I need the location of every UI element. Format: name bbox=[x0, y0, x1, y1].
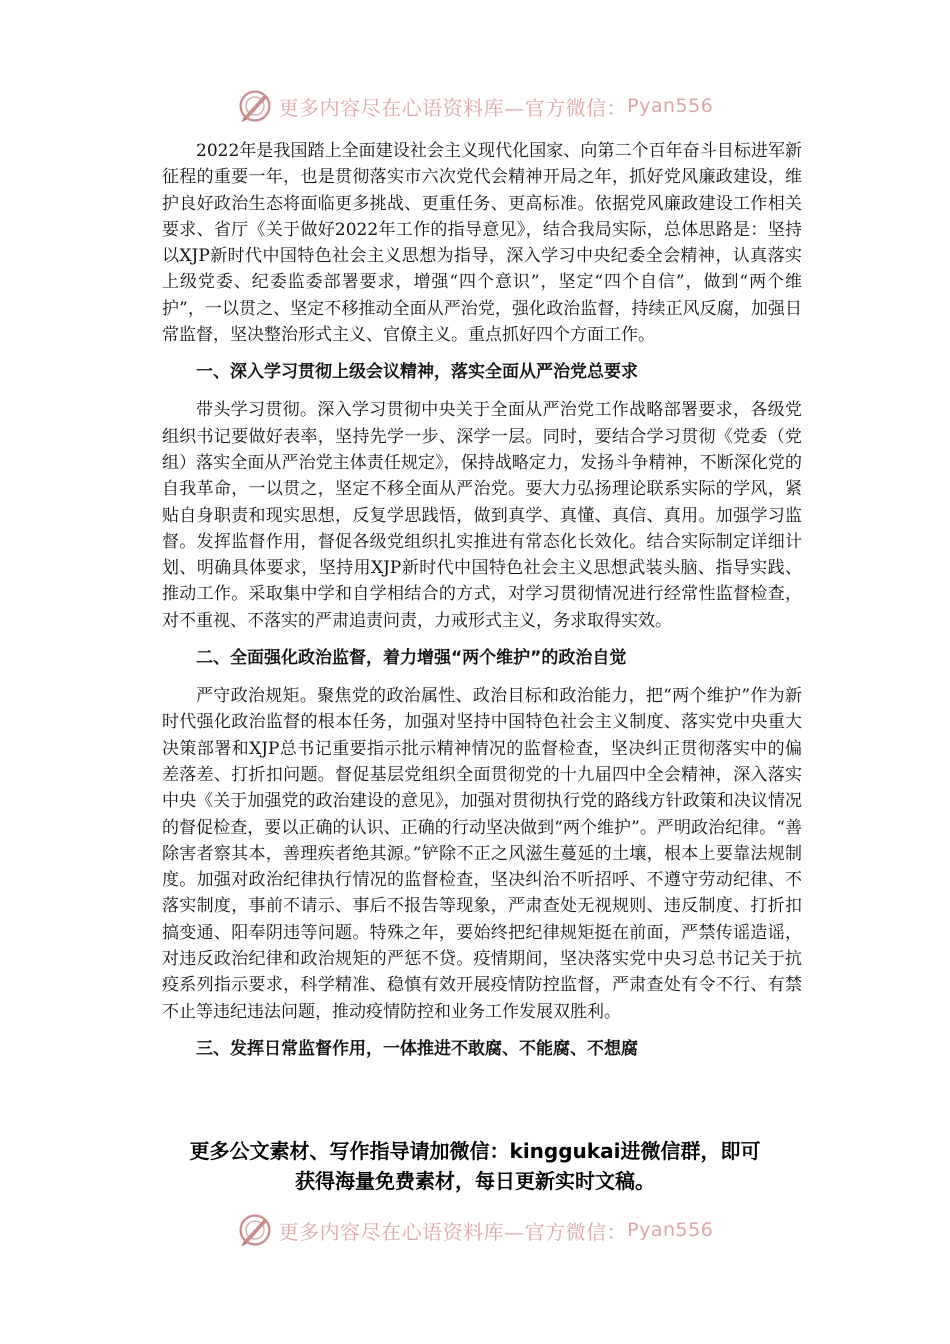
promo-line-1: 更多公文素材、写作指导请加微信：kinggukai进微信群，即可 bbox=[189, 1139, 761, 1163]
section-1-body: 带头学习贯彻。深入学习贯彻中央关于全面从严治党工作战略部署要求，各级党组织书记要做好表率，坚持先学一步、深学一层。同时，要结合学习贯彻《党委（党组）落实全面从严治党主体责任规定》，保持战略定力，发扬斗争精神，不断深化党的自我革命，一以贯之，坚定不移全面从严治党。要大力弘扬理论联系实际的学风，紧贴自身职责和现实思想，反复学思践悟，做到真学、真懂、真信、真用。加强学习监督。发挥监督作用，督促各级党组织扎实推进有常态化长效化。结合实际制定详细计划、明确具体要求，坚持用XJP新时代中国特色社会主义思想武装头脑、指导实践、推动工作。采取集中学和自学相结合的方式，对学习贯彻情况进行经常性监督检查，对不重视、不落实的严肃追责问责，力戒形式主义，务求取得实效。 bbox=[162, 400, 802, 631]
watermark-text: 更多内容尽在心语资料库—官方微信： bbox=[278, 95, 628, 120]
section-3-heading: 三、发挥日常监督作用，一体推进不敢腐、不能腐、不想腐 bbox=[196, 1038, 638, 1059]
watermark-text: 更多内容尽在心语资料库—官方微信： bbox=[278, 1219, 628, 1244]
header-watermark bbox=[0, 86, 950, 126]
watermark-handle: Pyan556 bbox=[627, 95, 714, 117]
section-1-heading: 一、深入学习贯彻上级会议精神，落实全面从严治党总要求 bbox=[196, 362, 638, 383]
section-2-heading: 二、全面强化政治监督，着力增强“两个维护”的政治自觉 bbox=[196, 648, 627, 669]
watermark-handle: Pyan556 bbox=[627, 1219, 714, 1241]
promo-notice bbox=[140, 1136, 810, 1196]
footer-watermark bbox=[0, 1210, 950, 1250]
document-body bbox=[162, 138, 802, 1074]
pen-logo-icon bbox=[237, 1212, 273, 1248]
section-2-body: 严守政治规矩。聚焦党的政治属性、政治目标和政治能力，把“两个维护”作为新时代强化政治监督的根本任务，加强对坚持中国特色社会主义制度、落实党中央重大决策部署和XJP总书记重要指示批示精神情况的监督检查，坚决纠正贯彻落实中的偏差落差、打折扣问题。督促基层党组织全面贯彻党的十九届四中全会精神，深入落实中央《关于加强党的政治建设的意见》，加强对贯彻执行党的路线方针政策和决议情况的督促检查，要以正确的认识、正确的行动坚决做到“两个维护”。严明政治纪律。“善除害者察其本，善理疾者绝其源。”铲除不正之风滋生蔓延的土壤，根本上要靠法规制度。加强对政治纪律执行情况的监督检查，坚决纠治不听招呼、不遵守劳动纪律、不落实制度，事前不请示、事后不报告等现象，严肃查处无视规则、违反制度、打折扣搞变通、阳奉阴违等问题。特殊之年，要始终把纪律规矩挺在前面，严禁传谣造谣，对违反政治纪律和政治规矩的严惩不贷。疫情期间，坚决落实党中央习总书记关于抗疫系列指示要求，科学精准、稳慎有效开展疫情防控监督，严肃查处有令不行、有禁不止等违纪违法问题，推动疫情防控和业务工作发展双胜利。 bbox=[162, 686, 802, 1022]
promo-line-2: 获得海量免费素材，每日更新实时文稿。 bbox=[295, 1169, 655, 1193]
intro-paragraph: 2022年是我国踏上全面建设社会主义现代化国家、向第二个百年奋斗目标进军新征程的重要一年，也是贯彻落实市六次党代会精神开局之年，抓好党风廉政建设，维护良好政治生态将面临更多挑战、更重任务、更高标准。依据党风廉政建设工作相关要求、省厅《关于做好2022年工作的指导意见》，结合我局实际，总体思路是：坚持以XJP新时代中国特色社会主义思想为指导，深入学习中央纪委全会精神，认真落实上级党委、纪委监委部署要求，增强“四个意识”，坚定“四个自信”，做到“两个维护”，一以贯之、坚定不移推动全面从严治党，强化政治监督，持续正风反腐，加强日常监督，坚决整治形式主义、官僚主义。重点抓好四个方面工作。 bbox=[162, 141, 802, 346]
pen-logo-icon bbox=[237, 88, 273, 124]
